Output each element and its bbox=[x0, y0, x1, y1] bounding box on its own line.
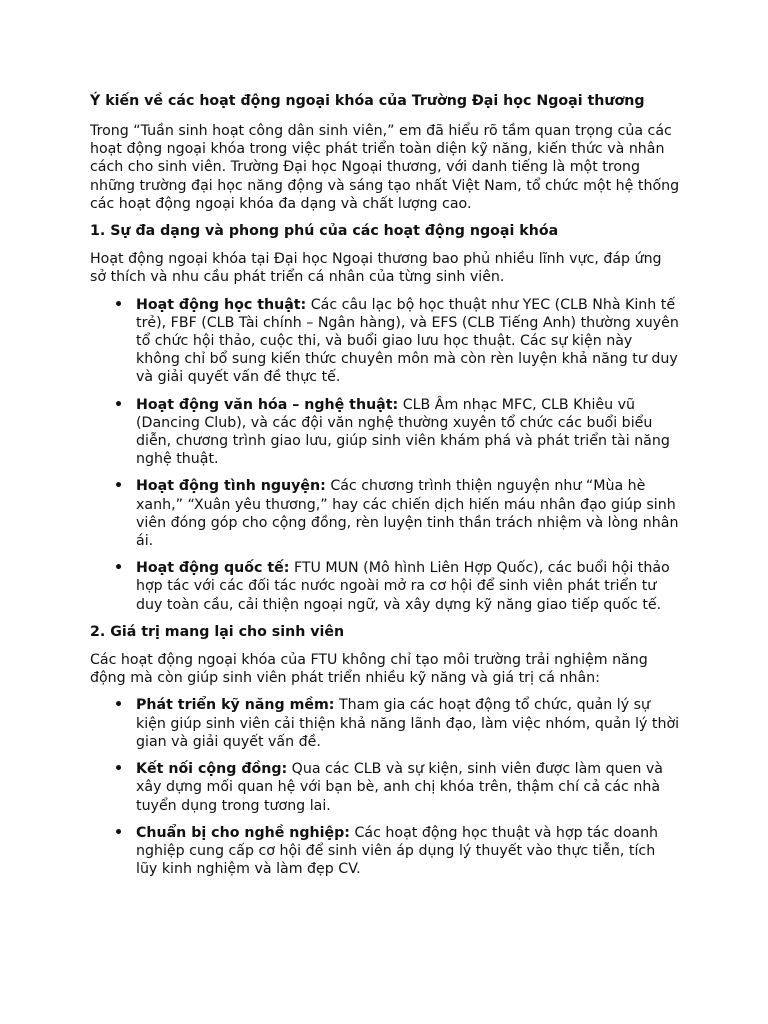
section-2-heading: 2. Giá trị mang lại cho sinh viên bbox=[90, 623, 345, 640]
list-item bbox=[114, 296, 680, 387]
list-item bbox=[114, 559, 680, 614]
section-1-list bbox=[90, 296, 680, 614]
section-1-heading: 1. Sự đa dạng và phong phú của các hoạt động ngoại khóa bbox=[90, 223, 559, 240]
list-item-text: Qua các CLB và sự kiện, sinh viên được làm quen và xây dựng mối quan hệ với bạn bè, anh chị khóa trên, thậm chí cả các nhà tuyển dụng trong tương lai. bbox=[136, 761, 663, 814]
list-item-lead: Hoạt động quốc tế: bbox=[136, 560, 290, 577]
list-item-text: Các chương trình thiện nguyện như “Mùa hè xanh,” “Xuân yêu thương,” hay các chiến dịch hiến máu nhân đạo giúp sinh viên đóng góp cho cộng đồng, rèn luyện tinh thần trách nhiệm và lòng nhân ái. bbox=[136, 478, 679, 550]
list-item-text: Các hoạt động học thuật và hợp tác doanh nghiệp cung cấp cơ hội để sinh viên áp dụng lý thuyết vào thực tiễn, tích lũy kinh nghiệm và làm đẹp CV. bbox=[136, 824, 659, 878]
bullet-icon: • bbox=[114, 761, 124, 778]
list-item bbox=[114, 477, 680, 550]
section-2-list bbox=[90, 696, 680, 878]
bullet-icon: • bbox=[114, 824, 124, 841]
list-item bbox=[114, 824, 680, 879]
list-item bbox=[114, 396, 680, 469]
bullet-icon: • bbox=[114, 697, 124, 714]
bullet-icon: • bbox=[114, 560, 124, 577]
intro-paragraph: Trong “Tuần sinh hoạt công dân sinh viên,” em đã hiểu rõ tầm quan trọng của các hoạt động ngoại khóa trong việc phát triển toàn diện kỹ năng, kiến thức và nhân cách cho sinh viên. Trường Đại học Ngoại thương, với danh tiếng là một trong những trường đại học năng động và sáng tạo nhất Việt Nam, tổ chức một hệ thống các hoạt động ngoại khóa đa dạng và chất lượng cao. bbox=[90, 123, 680, 212]
section-2-intro: Các hoạt động ngoại khóa của FTU không chỉ tạo môi trường trải nghiệm năng động mà còn giúp sinh viên phát triển nhiều kỹ năng và giá trị cá nhân: bbox=[90, 652, 648, 687]
list-item-lead: Chuẩn bị cho nghề nghiệp: bbox=[136, 824, 350, 841]
section-1-intro: Hoạt động ngoại khóa tại Đại học Ngoại thương bao phủ nhiều lĩnh vực, đáp ứng sở thích và nhu cầu phát triển cá nhân của từng sinh viên. bbox=[90, 251, 662, 286]
document-title: Ý kiến về các hoạt động ngoại khóa của Trường Đại học Ngoại thương bbox=[90, 93, 645, 109]
list-item-text: Tham gia các hoạt động tổ chức, quản lý sự kiện giúp sinh viên cải thiện khả năng lãnh đạo, làm việc nhóm, quản lý thời gian và giải quyết vấn đề. bbox=[136, 697, 680, 750]
bullet-icon: • bbox=[114, 478, 124, 495]
list-item-lead: Phát triển kỹ năng mềm: bbox=[136, 697, 335, 714]
list-item-lead: Hoạt động học thuật: bbox=[136, 296, 307, 313]
bullet-icon: • bbox=[114, 396, 124, 413]
list-item-text: FTU MUN (Mô hình Liên Hợp Quốc), các buổi hội thảo hợp tác với các đối tác nước ngoài mở ra cơ hội để sinh viên phát triển tư duy toàn cầu, cải thiện ngoại ngữ, và xây dựng kỹ năng giao tiếp quốc tế. bbox=[136, 560, 670, 613]
list-item-text: Các câu lạc bộ học thuật như YEC (CLB Nhà Kinh tế trẻ), FBF (CLB Tài chính – Ngân hàng), và EFS (CLB Tiếng Anh) thường xuyên tổ chức hội thảo, cuộc thi, và buổi giao lưu học thuật. Các sự kiện này không chỉ bổ sung kiến thức chuyên môn mà còn rèn luyện khả năng tư duy và giải quyết vấn đề thực tế. bbox=[136, 296, 679, 386]
list-item bbox=[114, 760, 680, 815]
list-item bbox=[114, 696, 680, 751]
list-item-text: CLB Âm nhạc MFC, CLB Khiêu vũ (Dancing Club), và các đội văn nghệ thường xuyên tổ chức các buổi biểu diễn, chương trình giao lưu, giúp sinh viên khám phá và phát triển tài năng nghệ thuật. bbox=[136, 396, 670, 468]
list-item-lead: Kết nối cộng đồng: bbox=[136, 761, 288, 778]
list-item-lead: Hoạt động tình nguyện: bbox=[136, 478, 326, 495]
bullet-icon: • bbox=[114, 296, 124, 313]
list-item-lead: Hoạt động văn hóa – nghệ thuật: bbox=[136, 396, 399, 413]
